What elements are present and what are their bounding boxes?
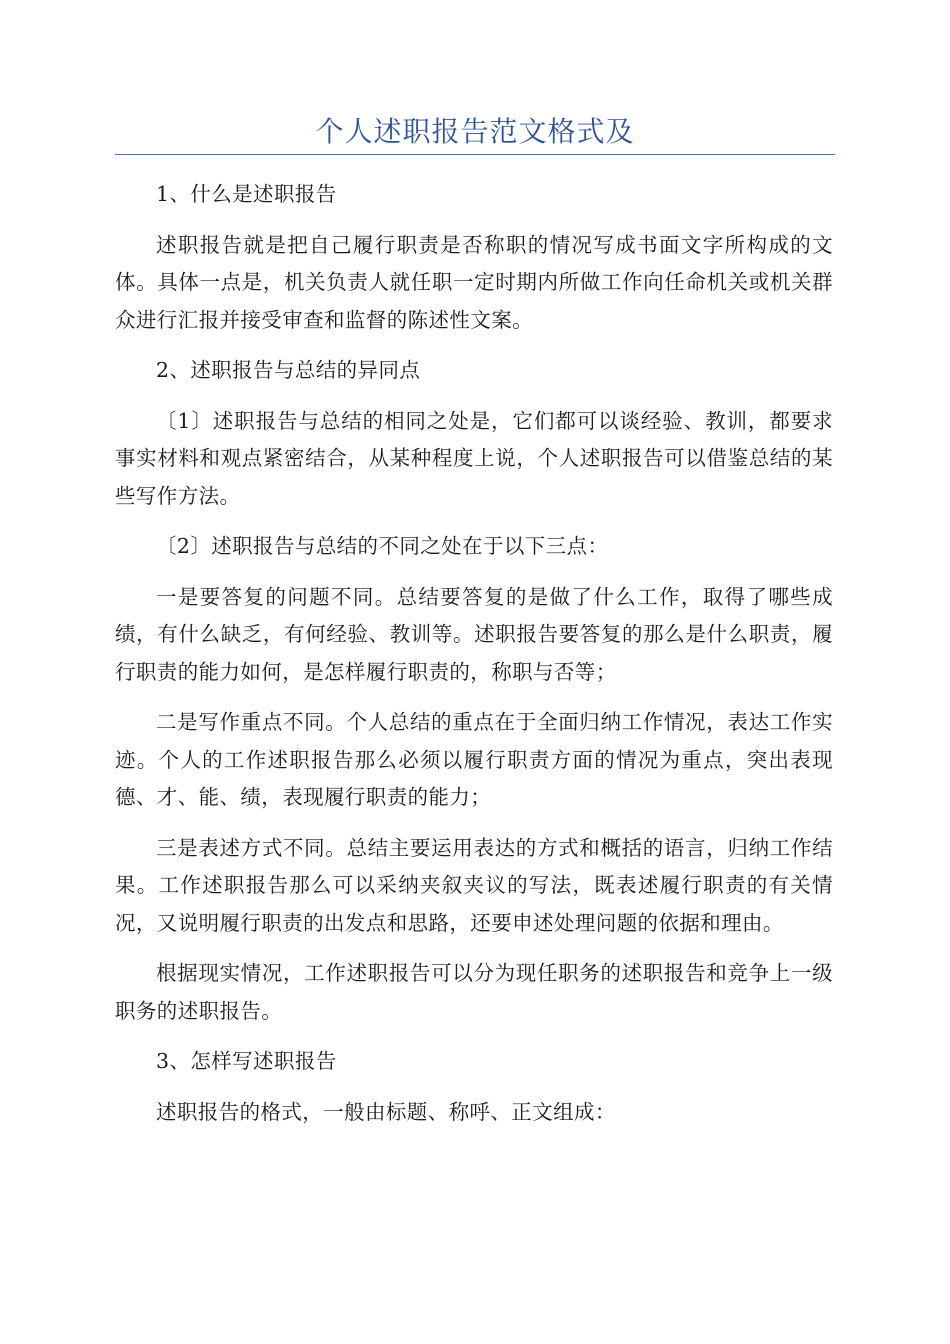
paragraph-difference-one: 一是要答复的问题不同。总结要答复的是做了什么工作，取得了哪些成绩，有什么缺乏，有何经验、教训等。述职报告要答复的那么是什么职责，履行职责的能力如何，是怎样履行职责的，称职与否等； — [115, 584, 833, 684]
title-underline — [115, 154, 835, 155]
paragraph-format: 述职报告的格式，一般由标题、称呼、正文组成： — [156, 1099, 616, 1124]
paragraph-difference-three: 三是表述方式不同。总结主要运用表达的方式和概括的语言，归纳工作结果。工作述职报告那么可以采纳夹叙夹议的写法，既表述履行职责的有关情况，又说明履行职责的出发点和思路，还要申述处理问题的依据和理由。 — [115, 835, 833, 935]
paragraph-classification: 根据现实情况，工作述职报告可以分为现任职务的述职报告和竞争上一级职务的述职报告。 — [115, 961, 833, 1023]
section-heading-1: 1、什么是述职报告 — [156, 182, 337, 206]
paragraph-difference-two: 二是写作重点不同。个人总结的重点在于全面归纳工作情况，表达工作实迹。个人的工作述职报告那么必须以履行职责方面的情况为重点，突出表现德、才、能、绩，表现履行职责的能力； — [115, 710, 833, 809]
paragraph-definition: 述职报告就是把自己履行职责是否称职的情况写成书面文字所构成的文体。具体一点是，机关负责人就任职一定时期内所做工作向任命机关或机关群众进行汇报并接受审查和监督的陈述性文案。 — [115, 232, 833, 332]
paragraph-similarities: 〔1〕述职报告与总结的相同之处是，它们都可以谈经验、教训，都要求事实材料和观点紧密结合，从某种程度上说，个人述职报告可以借鉴总结的某些写作方法。 — [115, 408, 833, 508]
section-heading-3: 3、怎样写述职报告 — [156, 1049, 337, 1073]
paragraph-differences-intro: 〔2〕述职报告与总结的不同之处在于以下三点： — [156, 534, 609, 558]
page-title: 个人述职报告范文格式及 — [315, 115, 635, 148]
section-heading-2: 2、述职报告与总结的异同点 — [156, 358, 421, 382]
document-body — [115, 176, 833, 1144]
